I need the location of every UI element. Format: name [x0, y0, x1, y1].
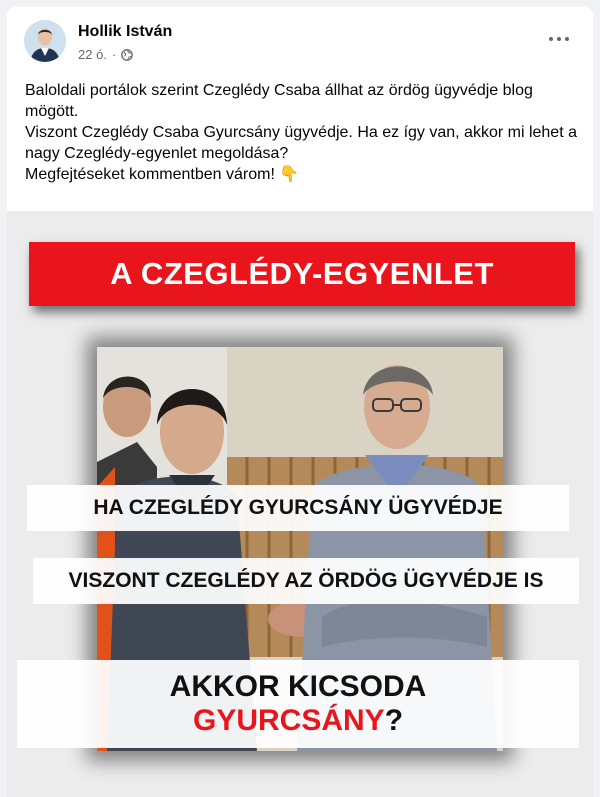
caption-line-1: HA CZEGLÉDY GYURCSÁNY ÜGYVÉDJE: [27, 485, 569, 531]
image-banner: A CZEGLÉDY-EGYENLET: [29, 242, 575, 306]
globe-icon[interactable]: [121, 49, 133, 61]
caption-question: [17, 660, 579, 748]
post-text-line: Megfejtéseket kommentben várom! 👇: [25, 166, 300, 183]
post-text-line: Baloldali portálok szerint Czeglédy Csaba állhat az ördög ügyvédje blog mögött.: [25, 82, 533, 120]
post-meta: [78, 47, 133, 62]
avatar[interactable]: [24, 20, 66, 62]
avatar-portrait-icon: [24, 20, 66, 62]
caption-name: GYURCSÁNY: [192, 704, 385, 737]
post-text: [25, 80, 580, 185]
facebook-post: [7, 7, 593, 797]
author-name[interactable]: Hollik István: [78, 23, 173, 40]
post-text-line: Viszont Czeglédy Csaba Gyurcsány ügyvédje. Ha ez így van, akkor mi lehet a nagy Czeglédy-egyenlet megoldása?: [25, 124, 577, 162]
meta-separator: ·: [111, 47, 117, 62]
caption-question-mark: ?: [384, 704, 404, 737]
post-image[interactable]: [7, 211, 593, 797]
post-header: [7, 7, 593, 73]
caption-line-2: VISZONT CZEGLÉDY AZ ÖRDÖG ÜGYVÉDJE IS: [33, 558, 579, 604]
caption-line-3: AKKOR KICSODA: [169, 670, 427, 703]
caption-line-4: [193, 704, 403, 738]
post-time[interactable]: 22 ó.: [78, 47, 107, 62]
more-options-icon[interactable]: [547, 33, 571, 45]
